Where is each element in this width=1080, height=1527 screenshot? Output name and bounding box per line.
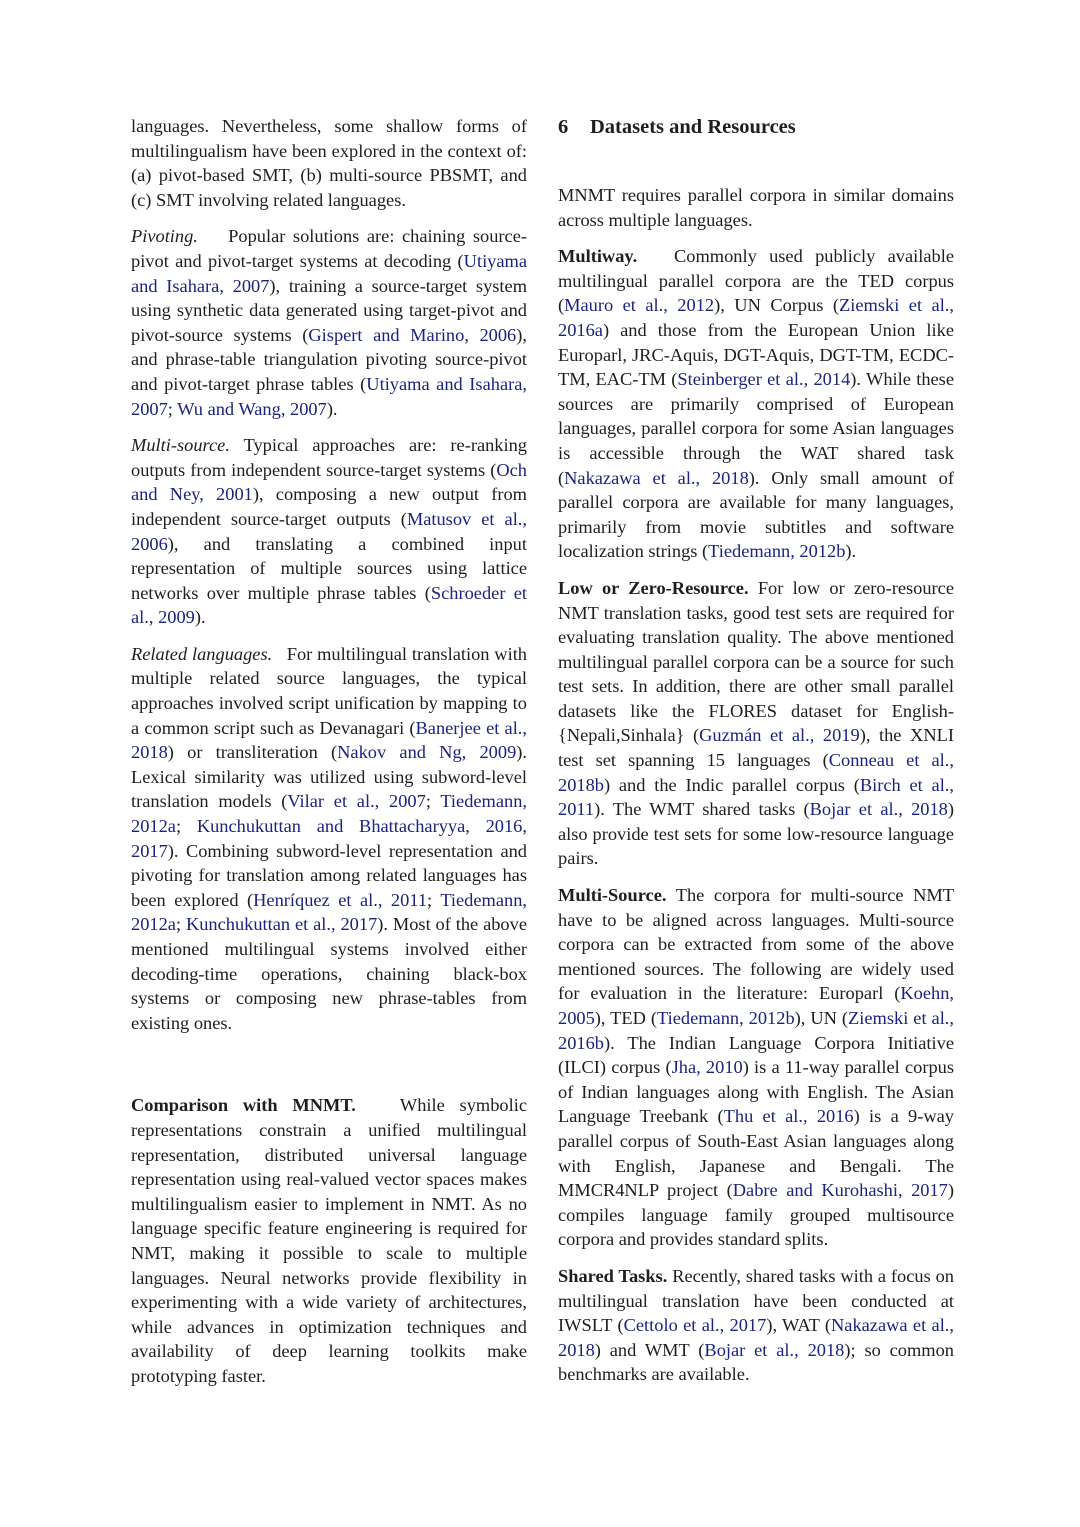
paragraph-text: ) or transliteration ( [167,742,338,763]
citation-link[interactable]: Tiedemann, 2012b [657,1008,795,1028]
paragraph-text: ), UN Corpus ( [714,295,840,316]
paragraph-text: The corpora for multi-source NMT have to be aligned across languages. Multi-source corpora can be extracted from some of the above mentioned sources. The following are widely used for evaluation in the literature: Europarl ( [558,885,955,1004]
citation-link[interactable]: Nakov and Ng, 2009 [337,742,517,763]
paragraph-text: Commonly used publicly available multilingual parallel corpora are the TED corpus ( [558,246,954,316]
citation-link[interactable]: Conneau et al., 2018b [558,750,954,795]
paragraph-text: ), WAT ( [766,1315,831,1336]
paragraph-text: Typical approaches are: re-ranking outputs from independent source-target systems ( [131,435,528,480]
citation-link[interactable]: Tiedemann, 2012b [708,541,846,562]
paragraph-text: While symbolic representations constrain a unified multilingual representation, distributed universal language representation using real-valued vector spaces makes multilingualism easier to implement in NMT. As no language specific feature engineering is required for NMT, making it possible to scale to multiple languages. Neural networks provide flexibility in experimenting with a wide variety of architectures, while advances in optimization techniques and availability of deep learning toolkits make prototyping faster. [131,1095,527,1386]
citation-link[interactable]: Jha, 2010 [671,1057,743,1078]
paragraph-text: ). Most of the above mentioned multilingual systems involved either decoding-time operations, chaining black-box systems or composing new phrase-tables from existing ones. [131,914,527,1033]
left-column [131,114,527,1401]
citation-link[interactable]: Banerjee et al., 2018 [131,717,528,763]
spacer [131,1047,527,1093]
shared-tasks-paragraph [558,1264,954,1387]
paragraph-text: ; [167,398,178,419]
citation-link[interactable]: Henríquez et al., 2011 [253,889,428,910]
paragraph-text: ). Combining subword-level representation and pivoting for translation among related languages has been explored ( [131,840,527,910]
paragraph-text: ) is a 9-way parallel corpus of South-East Asian languages along with English, Japanese and Bengali. The MMCR4NLP project ( [558,1106,954,1201]
comparison-paragraph [131,1093,527,1388]
citation-link[interactable]: Matusov et al., 2006 [131,508,527,554]
paragraph-text: ). [326,398,338,419]
paragraph-text: Recently, shared tasks with a focus on multilingual translation have been conducted at IWSLT ( [558,1265,954,1336]
paragraph-text: For multilingual translation with multiple related source languages, the typical approaches involved script unification by mapping to a common script such as Devanagari ( [131,643,528,738]
paragraph-text: ). Only small amount of parallel corpora are available for many languages, primarily from movie subtitles and software localization strings ( [558,467,954,562]
pivoting-paragraph [131,224,527,421]
citation-link[interactable]: Utiyama and Isahara, 2007 [131,250,527,296]
citation-link[interactable]: Bojar et al., 2018 [704,1339,845,1360]
citation-link[interactable]: Och and Ney, 2001 [131,459,527,505]
citation-link[interactable]: Guzmán et al., 2019 [699,725,860,746]
citation-link[interactable]: Nakazawa et al., 2018 [564,467,749,488]
citation-link[interactable]: Mauro et al., 2012 [564,295,715,316]
paragraph-text: ), the XNLI test set spanning 15 languages ( [558,725,954,771]
low-zero-resource-heading: Low or Zero-Resource. [558,577,749,598]
paragraph-text: ). [845,541,857,562]
section-heading [558,114,954,140]
citation-link[interactable]: Ziemski et al., 2016b [558,1008,955,1053]
citation-link[interactable]: Nakazawa et al., 2018 [558,1315,954,1360]
multi-source-paragraph [131,433,527,630]
paragraph-text: ). The Indian Language Corpora Initiative (ILCI) corpus ( [558,1032,954,1078]
citation-link[interactable]: Kunchukuttan and Bhattacharyya, 2016, 2017 [131,816,527,861]
paragraph-text: ) compiles language family grouped multisource corpora and provides standard splits. [558,1180,954,1250]
paragraph-text: Popular solutions are: chaining source-pivot and pivot-target systems at decoding ( [131,226,527,271]
datasets-intro-paragraph: MNMT requires parallel corpora in similar domains across multiple languages. [558,185,954,230]
paragraph-text: For low or zero-resource NMT translation tasks, good test sets are required for evaluating translation quality. The above mentioned multilingual parallel corpora can be a source for such test sets. In addition, there are other small parallel datasets like the FLORES dataset for English-{Nepali,Sinhala} ( [558,577,954,746]
paragraph-text: ). [194,607,206,628]
citation-link[interactable]: Birch et al., 2011 [558,774,955,820]
paragraph-text: ) also provide test sets for some low-resource language pairs. [558,799,954,869]
citation-link[interactable]: Steinberger et al., 2014 [677,369,851,390]
paragraph-text: ; [175,914,186,935]
citation-link[interactable]: Wu and Wang, 2007 [177,398,327,419]
citation-link[interactable]: Koehn, 2005 [558,983,954,1028]
paragraph-text: ); so common benchmarks are available. [558,1339,955,1385]
comparison-heading: Comparison with MNMT. [131,1095,356,1116]
paragraph-text: ), composing a new output from independent source-target outputs ( [131,484,527,529]
citation-link[interactable]: Thu et al., 2016 [723,1106,854,1127]
citation-link[interactable]: Gispert and Marino, 2006 [308,324,517,345]
citation-link[interactable]: Tiedemann, 2012a [131,889,527,935]
paragraph-text: ). Lexical similarity was utilized using subword-level translation models ( [131,742,527,812]
section-number: 6 [558,116,569,138]
paragraph-text: ; [175,816,197,837]
citation-link[interactable]: Tiedemann, 2012a [131,791,528,837]
paragraph-text: ), and translating a combined input representation of multiple sources using lattice networks over multiple phrase tables ( [131,533,527,603]
intro-paragraph: languages. Nevertheless, some shallow forms of multilingualism have been explored in the context of: (a) pivot-based SMT, (b) multi-source PBSMT, and (c) SMT involving related languages. [131,116,527,210]
section-title: Datasets and Resources [590,116,796,138]
right-column [558,114,954,1399]
multi-source-corpora-heading: Multi-Source. [558,885,667,906]
paragraph-text: ), and phrase-table triangulation pivoting source-pivot and pivot-target phrase tables ( [131,324,527,394]
citation-link[interactable]: Schroeder et al., 2009 [131,582,528,628]
paragraph-text: ) and those from the European Union like Europarl, JRC-Aquis, DGT-Aquis, DGT-TM, ECDC-TM, EAC-TM ( [558,319,954,390]
multiway-paragraph [558,244,954,564]
paragraph-text: ; [427,889,441,910]
low-zero-resource-paragraph [558,576,954,871]
paragraph-text: ). The WMT shared tasks ( [594,799,810,820]
paragraph-text: ) is a 11-way parallel corpus of Indian languages along with English. The Asian Language Treebank ( [558,1057,954,1127]
multi-source-heading: Multi-source. [131,435,230,456]
citation-link[interactable]: Vilar et al., 2007 [287,791,426,812]
citation-link[interactable]: Dabre and Kurohashi, 2017 [732,1180,948,1201]
multiway-heading: Multiway. [558,246,638,267]
shared-tasks-heading: Shared Tasks. [558,1265,668,1286]
citation-link[interactable]: Cettolo et al., 2017 [623,1315,767,1336]
paragraph-text: ). While these sources are primarily comprised of European languages, parallel corpora for some Asian languages is accessible through the WAT shared task ( [558,369,954,488]
paragraph-text: ; [425,791,441,812]
paragraph-text: ), TED ( [594,1008,658,1028]
paragraph-text: ), training a source-target system using synthetic data generated using target-pivot and pivot-source systems ( [131,275,527,345]
paragraph-text: ) and the Indic parallel corpus ( [603,774,860,795]
multi-source-corpora-paragraph [558,883,954,1252]
citation-link[interactable]: Bojar et al., 2018 [809,799,948,820]
citation-link[interactable]: Utiyama and Isahara, 2007 [131,373,527,419]
related-languages-paragraph [131,642,527,1036]
related-languages-heading: Related languages. [131,643,273,664]
pivoting-heading: Pivoting. [131,226,198,247]
citation-link[interactable]: Ziemski et al., 2016a [558,295,954,340]
paragraph-text: ) and WMT ( [594,1339,705,1360]
citation-link[interactable]: Kunchukuttan et al., 2017 [185,914,378,935]
paragraph-text: ), UN ( [794,1008,849,1028]
